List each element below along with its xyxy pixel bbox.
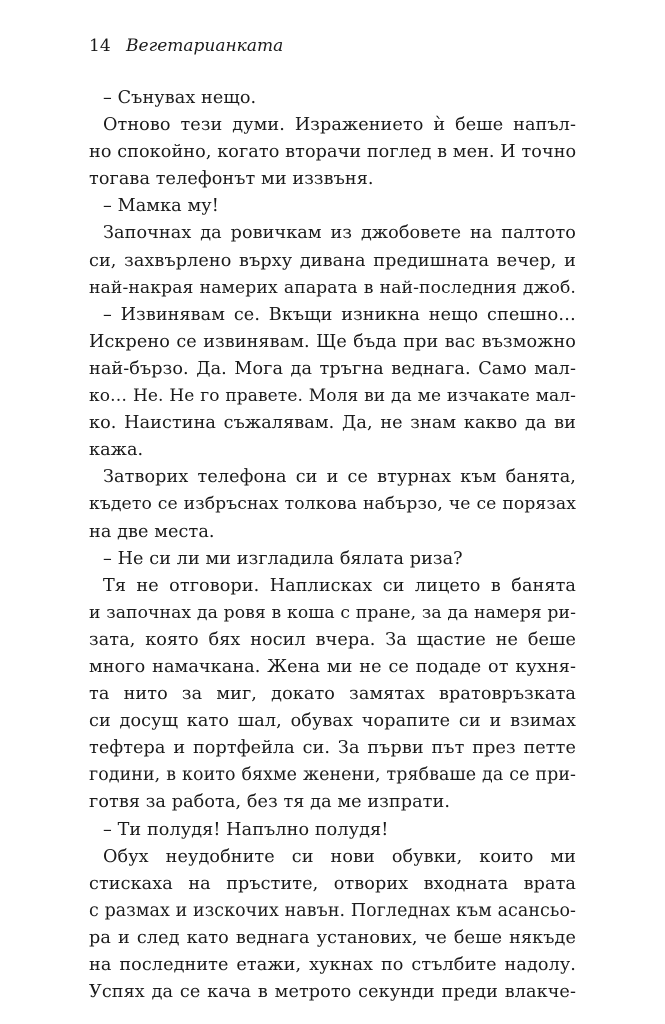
text-line: си досущ като шал, обувах чорапите си и взимах — [89, 711, 576, 732]
text-line: на две места. — [89, 521, 215, 542]
page-number: 14 — [89, 36, 111, 56]
text-line: Затворих телефона си и се втурнах към банята, — [103, 467, 576, 488]
text-line: – Ти полудя! Напълно полудя! — [103, 819, 389, 840]
text-line: си, захвърлено върху дивана предишната вечер, и — [89, 250, 576, 271]
text-line: Тя не отговори. Наплисках си лицето в банята — [103, 575, 576, 596]
text-line: най-накрая намерих апарата в най-последния джоб. — [89, 277, 576, 298]
text-line: тефтера и портфейла си. За първи път през петте — [89, 738, 576, 759]
text-line: – Не си ли ми изгладила бялата риза? — [103, 548, 463, 569]
body-text — [89, 85, 576, 1006]
text-line: Обух неудобните си нови обувки, които ми — [103, 846, 576, 867]
text-line: години, в които бяхме женени, трябваше да се при- — [89, 765, 576, 786]
book-title: Вегетарианката — [126, 36, 284, 56]
text-line: готвя за работа, без тя да ме изпрати. — [89, 792, 451, 813]
text-line: – Мамка му! — [103, 196, 219, 217]
text-line: стискаха на пръстите, отворих входната врата — [89, 873, 576, 894]
text-line: та нито за миг, докато замятах вратовръзката — [89, 684, 576, 705]
text-line: много намачкана. Жена ми не се подаде от кухня- — [89, 656, 576, 677]
text-line: Успях да се кача в метрото секунди преди влакче- — [89, 982, 576, 1003]
text-line: Започнах да ровичкам из джобовете на палтото — [103, 223, 576, 244]
text-line: Искрено се извинявам. Ще бъда при вас възможно — [89, 331, 576, 352]
text-line: тогава телефонът ми иззвъня. — [89, 169, 374, 190]
running-header — [89, 34, 283, 58]
text-line: ко. Наистина съжалявам. Да, не знам какво да ви — [89, 413, 576, 434]
text-line: зата, която бях носил вчера. За щастие не беше — [89, 629, 576, 650]
text-line: където се избръснах толкова набързо, че се порязах — [89, 494, 576, 515]
text-line: но спокойно, когато вторачи поглед в мен. И точно — [89, 142, 577, 163]
text-line: – Извинявам се. Вкъщи изникна нещо спешно… — [103, 304, 576, 325]
text-line: с размах и изскочих навън. Погледнах към асансьо- — [89, 900, 576, 921]
text-line: ра и след като веднага установих, че беше някъде — [89, 927, 576, 948]
text-line: и започнах да ровя в коша с пране, за да намеря ри- — [89, 602, 576, 623]
text-line: Отново тези думи. Изражението ѝ беше напъл- — [103, 115, 576, 136]
text-line: най-бързо. Да. Мога да тръгна веднага. Само мал- — [89, 358, 576, 379]
text-line: – Сънувах нещо. — [103, 88, 257, 108]
text-line: ко… Не. Не го правете. Моля ви да ме изчакате мал- — [89, 386, 576, 407]
text-line: кажа. — [89, 440, 144, 461]
text-line: на последните етажи, хукнах по стълбите надолу. — [89, 955, 576, 975]
